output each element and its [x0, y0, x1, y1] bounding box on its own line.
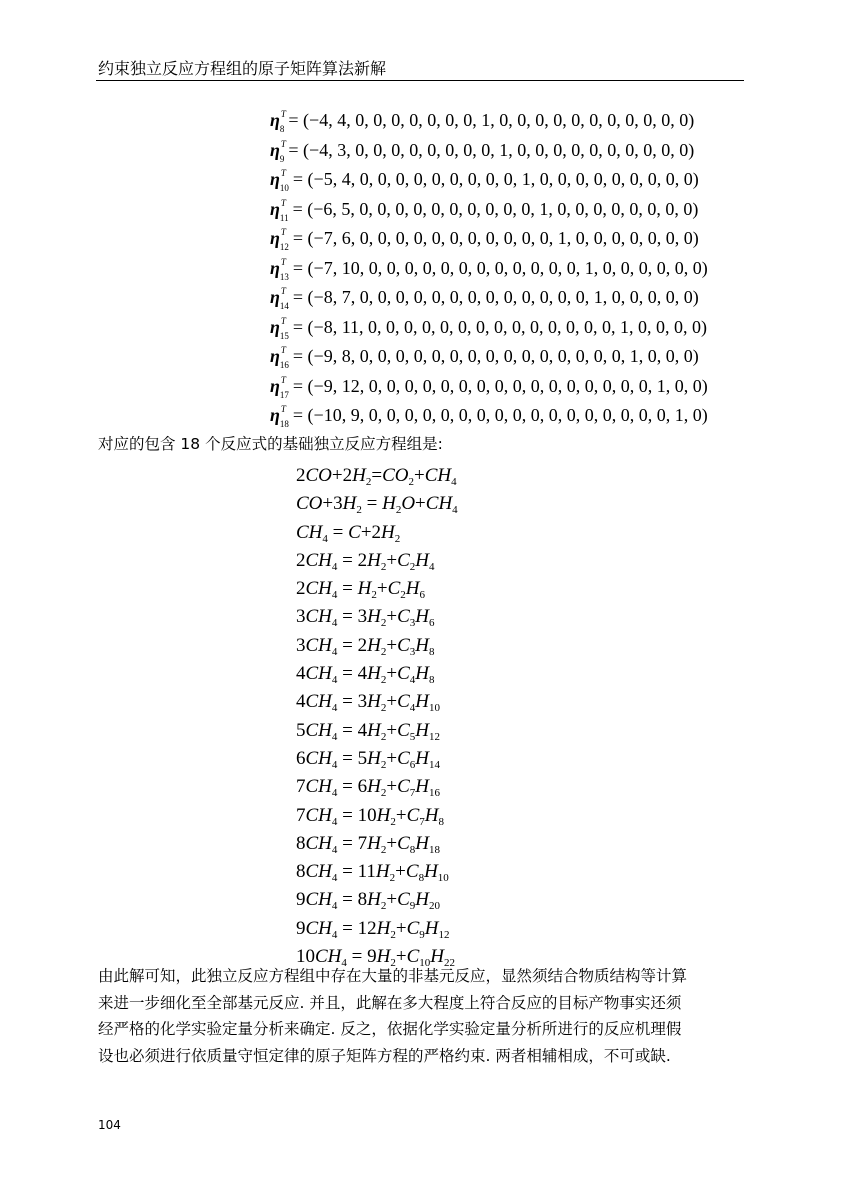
equation-subscript: 10: [429, 702, 440, 715]
reaction-equation: [296, 773, 458, 801]
equation-subscript: 2: [390, 957, 396, 970]
equation-term: H: [424, 861, 438, 883]
reaction-equation-list: [296, 462, 458, 971]
equation-subscript: 2: [394, 532, 401, 545]
eta-vector-values: = (−9, 12, 0, 0, 0, 0, 0, 0, 0, 0, 0, 0, 0, 0, 0, 0, 0, 0, 1, 0, 0): [292, 375, 708, 396]
equation-subscript: 4: [331, 589, 338, 602]
equation-term: = 11: [337, 861, 376, 883]
equation-term: 2: [296, 549, 306, 571]
equation-subscript: 2: [380, 674, 387, 687]
equation-subscript: 4: [331, 645, 338, 658]
equation-subscript: 2: [408, 476, 414, 488]
eta-vector-row: [270, 218, 708, 252]
body-paragraph: [98, 963, 748, 1069]
equation-subscript: 4: [331, 872, 338, 885]
eta-vector-values: = (−6, 5, 0, 0, 0, 0, 0, 0, 0, 0, 0, 0, 1, 0, 0, 0, 0, 0, 0, 0, 0): [292, 198, 699, 219]
eta-superscript: T: [280, 315, 286, 326]
equation-subscript: 3: [409, 617, 416, 630]
eta-subscript: 14: [279, 301, 289, 311]
equation-subscript: 2: [389, 872, 396, 885]
equation-term: C: [397, 776, 410, 798]
equation-term: = 2: [337, 549, 368, 571]
equation-term: 3: [296, 606, 306, 628]
equation-subscript: 10: [437, 872, 449, 885]
equation-term: CH: [315, 946, 342, 968]
eta-superscript: T: [280, 256, 286, 267]
page-number: 104: [98, 1118, 121, 1132]
equation-term: H: [424, 917, 439, 939]
equation-term: 4: [296, 663, 306, 685]
page-header-title: 约束独立反应方程组的原子矩阵算法新解: [98, 59, 387, 78]
equation-term: 8: [296, 832, 306, 854]
equation-term: H: [430, 946, 444, 968]
equation-term: =: [371, 465, 383, 486]
reaction-equation: [296, 915, 458, 943]
eta-symbol: η: [270, 375, 280, 396]
eta-vector-values: = (−4, 3, 0, 0, 0, 0, 0, 0, 0, 0, 1, 0, 0, 0, 0, 0, 0, 0, 0, 0, 0): [288, 139, 695, 160]
equation-term: C: [397, 691, 410, 713]
equation-subscript: 14: [429, 758, 440, 771]
equation-term: CH: [305, 861, 332, 883]
equation-term: C: [405, 861, 419, 883]
equation-term: +2: [360, 521, 382, 543]
equation-term: H: [415, 719, 429, 741]
equation-term: 7: [296, 804, 306, 826]
equation-term: 2: [296, 465, 306, 486]
eta-superscript: T: [280, 286, 286, 296]
equation-term: +: [395, 917, 407, 939]
equation-term: = 7: [337, 832, 368, 854]
equation-term: CH: [305, 606, 332, 628]
equation-subscript: 10: [419, 957, 431, 970]
equation-term: C: [397, 549, 410, 571]
equation-term: CH: [305, 917, 332, 939]
eta-subscript: 10: [279, 183, 289, 193]
eta-vector-row: [270, 336, 708, 370]
equation-term: H: [381, 521, 395, 543]
equation-term: H: [375, 861, 390, 883]
equation-subscript: 4: [429, 560, 435, 573]
equation-subscript: 2: [380, 900, 387, 913]
equation-term: = 2: [337, 634, 368, 656]
equation-term: +: [395, 861, 406, 883]
equation-term: CH: [296, 521, 323, 543]
equation-term: 2: [296, 578, 306, 600]
equation-subscript: 4: [331, 702, 338, 715]
eta-vector-values: = (−10, 9, 0, 0, 0, 0, 0, 0, 0, 0, 0, 0, 0, 0, 0, 0, 0, 0, 0, 1, 0): [292, 405, 708, 425]
equation-term: H: [415, 832, 429, 854]
equation-term: +3: [322, 493, 343, 515]
equation-subscript: 22: [444, 957, 455, 970]
equation-term: H: [415, 663, 429, 685]
equation-term: +: [376, 578, 388, 600]
equation-term: H: [357, 578, 372, 600]
equation-term: = 4: [337, 663, 368, 685]
eta-superscript: T: [280, 109, 286, 119]
equation-term: C: [387, 578, 401, 600]
equation-subscript: 4: [322, 532, 328, 545]
equation-term: 9: [296, 889, 306, 911]
equation-subscript: 4: [331, 900, 338, 913]
eta-vector-values: = (−7, 10, 0, 0, 0, 0, 0, 0, 0, 0, 0, 0, 0, 0, 1, 0, 0, 0, 0, 0, 0): [292, 257, 708, 278]
equation-subscript: 8: [438, 815, 444, 828]
equation-subscript: 2: [409, 560, 416, 573]
equation-subscript: 4: [331, 928, 338, 941]
equation-subscript: 4: [331, 787, 338, 800]
equation-term: C: [397, 663, 410, 685]
equation-subscript: 7: [419, 815, 425, 828]
equation-term: = 3: [337, 606, 368, 628]
reaction-equation: [296, 858, 458, 886]
reaction-equation: [296, 575, 458, 603]
reaction-equation: [296, 660, 458, 688]
eta-subscript: 17: [279, 389, 289, 400]
eta-vector-list: [270, 100, 708, 429]
reaction-equation: [296, 717, 458, 745]
equation-term: H: [367, 663, 381, 685]
equation-subscript: 2: [380, 787, 387, 800]
equation-term: C: [397, 747, 410, 769]
equation-term: H: [415, 606, 429, 628]
equation-term: = 9: [346, 946, 377, 968]
eta-superscript: T: [280, 138, 286, 149]
equation-term: +: [395, 946, 407, 968]
eta-subscript: 9: [279, 153, 285, 164]
equation-term: C: [397, 889, 410, 911]
body-line: 设也必须进行依质量守恒定律的原子矩阵方程的严格约束. 两者相辅相成，不可或缺.: [98, 1046, 671, 1065]
equation-subscript: 12: [429, 730, 440, 743]
equation-term: CH: [424, 465, 452, 486]
equation-term: +: [386, 832, 398, 854]
equation-subscript: 4: [452, 504, 458, 517]
equation-term: 10: [296, 946, 315, 968]
equation-subscript: 2: [380, 645, 387, 658]
equation-subscript: 2: [380, 758, 387, 771]
eta-symbol: η: [270, 257, 280, 278]
equation-term: 4: [296, 691, 306, 713]
reaction-equation: [296, 490, 458, 518]
equation-term: H: [352, 465, 366, 486]
equation-term: H: [415, 747, 429, 769]
equation-term: = 10: [337, 804, 377, 826]
equation-term: C: [406, 804, 420, 826]
equation-subscript: 18: [429, 843, 440, 856]
equation-term: CH: [305, 549, 332, 571]
equation-subscript: 2: [380, 843, 387, 856]
equation-term: CO: [296, 493, 323, 515]
eta-symbol: η: [270, 198, 280, 219]
equation-subscript: 2: [371, 589, 377, 602]
eta-vector-row: [270, 248, 708, 282]
equation-term: +: [386, 747, 398, 769]
equation-subscript: 8: [418, 872, 425, 885]
equation-term: H: [367, 719, 381, 741]
equation-term: H: [376, 804, 391, 826]
eta-vector-row: [270, 277, 708, 311]
equation-term: = 6: [337, 776, 368, 798]
eta-symbol: η: [270, 405, 280, 425]
equation-subscript: 9: [409, 900, 416, 913]
equation-term: CH: [305, 889, 332, 911]
equation-subscript: 2: [356, 504, 362, 517]
equation-term: CH: [305, 691, 332, 713]
equation-subscript: 7: [409, 787, 416, 800]
equation-term: H: [367, 549, 381, 571]
equation-term: =: [337, 578, 358, 600]
equation-term: H: [342, 493, 357, 515]
equation-term: C: [397, 606, 410, 628]
equation-term: +: [413, 465, 425, 486]
eta-subscript: 12: [279, 242, 289, 252]
equation-term: +: [395, 804, 407, 826]
equation-subscript: 6: [409, 758, 416, 771]
equation-subscript: 2: [390, 928, 396, 941]
equation-subscript: 4: [331, 758, 338, 771]
equation-term: H: [415, 634, 429, 656]
equation-subscript: 4: [331, 617, 338, 630]
reaction-equation: [296, 830, 458, 858]
equation-term: H: [415, 549, 429, 571]
body-line: 由此解可知，此独立反应方程组中存在大量的非基元反应，显然须结合物质结构等计算: [98, 967, 688, 985]
equation-term: = 8: [337, 889, 368, 911]
eta-vector-values: = (−9, 8, 0, 0, 0, 0, 0, 0, 0, 0, 0, 0, 0, 0, 0, 0, 0, 1, 0, 0, 0): [292, 346, 699, 366]
equation-subscript: 4: [451, 476, 457, 488]
equation-term: C: [406, 917, 420, 939]
equation-term: CH: [305, 663, 332, 685]
equation-term: 5: [296, 719, 306, 741]
eta-symbol: η: [270, 228, 280, 248]
equation-subscript: 3: [409, 645, 416, 658]
equation-term: +: [386, 663, 398, 685]
equation-term: +: [386, 776, 398, 798]
equation-term: +: [386, 634, 398, 656]
equation-term: C: [397, 634, 410, 656]
equation-term: CH: [305, 719, 332, 741]
equation-subscript: 2: [365, 476, 372, 488]
reaction-equation: [296, 745, 458, 773]
eta-subscript: 8: [279, 124, 285, 134]
reaction-equation: [296, 688, 458, 716]
eta-vector-row: [270, 100, 708, 134]
eta-vector-row: [270, 307, 708, 341]
equation-term: = 5: [337, 747, 368, 769]
reaction-equation: [296, 462, 458, 490]
reaction-equation: [296, 519, 458, 547]
eta-superscript: T: [280, 168, 286, 178]
equation-term: H: [382, 493, 396, 515]
equation-term: CO: [382, 465, 409, 486]
equation-term: H: [415, 691, 429, 713]
equation-term: +2: [331, 465, 353, 486]
equation-term: +: [415, 493, 426, 515]
eta-vector-values: = (−8, 7, 0, 0, 0, 0, 0, 0, 0, 0, 0, 0, 0, 0, 0, 1, 0, 0, 0, 0, 0): [292, 287, 699, 307]
equation-subscript: 8: [409, 843, 416, 856]
equation-subscript: 2: [380, 617, 387, 630]
equation-term: H: [376, 946, 391, 968]
reaction-equation: [296, 632, 458, 660]
equation-subscript: 5: [409, 730, 416, 743]
equation-term: CO: [305, 465, 332, 486]
equation-subscript: 2: [380, 730, 387, 743]
equation-term: 6: [296, 747, 306, 769]
equation-term: 3: [296, 634, 306, 656]
eta-vector-row: [270, 366, 708, 400]
header-rule: [96, 80, 744, 81]
equation-term: CH: [305, 747, 332, 769]
equation-term: +: [386, 889, 398, 911]
equation-term: CH: [425, 493, 453, 515]
intro-text: 对应的包含 18 个反应式的基础独立反应方程组是:: [98, 435, 443, 453]
equation-term: CH: [305, 776, 332, 798]
eta-superscript: T: [280, 374, 286, 385]
eta-vector-values: = (−7, 6, 0, 0, 0, 0, 0, 0, 0, 0, 0, 0, 0, 1, 0, 0, 0, 0, 0, 0, 0): [292, 228, 699, 248]
body-line: 来进一步细化至全部基元反应. 并且，此解在多大程度上符合反应的目标产物事实还须: [98, 993, 682, 1012]
equation-subscript: 4: [331, 815, 338, 828]
eta-subscript: 11: [279, 212, 289, 223]
eta-vector-row: [270, 159, 708, 193]
equation-subscript: 20: [429, 900, 440, 913]
equation-term: H: [405, 578, 420, 600]
eta-vector-row: [270, 395, 708, 429]
equation-subscript: 4: [331, 843, 338, 856]
equation-term: H: [415, 889, 429, 911]
equation-term: H: [367, 889, 381, 911]
equation-term: +: [386, 549, 398, 571]
equation-term: H: [424, 804, 439, 826]
equation-term: 8: [296, 861, 306, 883]
equation-subscript: 2: [390, 815, 396, 828]
equation-subscript: 2: [400, 589, 406, 602]
equation-term: H: [367, 606, 381, 628]
eta-vector-row: [270, 130, 708, 164]
equation-term: CH: [305, 634, 332, 656]
eta-symbol: η: [270, 287, 280, 307]
equation-term: = 3: [337, 691, 368, 713]
equation-subscript: 4: [341, 957, 347, 970]
equation-term: = 12: [337, 917, 377, 939]
eta-vector-values: = (−5, 4, 0, 0, 0, 0, 0, 0, 0, 0, 0, 1, 0, 0, 0, 0, 0, 0, 0, 0, 0): [292, 169, 699, 189]
equation-term: H: [367, 832, 381, 854]
eta-subscript: 15: [279, 330, 289, 341]
equation-term: H: [367, 776, 381, 798]
eta-symbol: η: [270, 139, 280, 160]
equation-subscript: 2: [380, 560, 387, 573]
equation-term: CH: [305, 578, 332, 600]
equation-term: C: [348, 521, 361, 543]
body-line: 经严格的化学实验定量分析来确定. 反之，依据化学实验定量分析所进行的反应机理假: [98, 1020, 682, 1038]
equation-term: H: [415, 776, 429, 798]
reaction-equation: [296, 802, 458, 830]
eta-superscript: T: [280, 227, 286, 237]
equation-subscript: 12: [438, 928, 450, 941]
eta-vector-row: [270, 189, 708, 223]
equation-subscript: 4: [409, 702, 416, 715]
eta-subscript: 16: [279, 360, 289, 370]
eta-superscript: T: [280, 345, 286, 355]
equation-subscript: 4: [331, 730, 338, 743]
reaction-equation: [296, 547, 458, 575]
eta-superscript: T: [280, 404, 286, 414]
reaction-equation: [296, 603, 458, 631]
equation-subscript: 4: [331, 560, 338, 573]
eta-symbol: η: [270, 346, 280, 366]
equation-subscript: 8: [429, 674, 435, 687]
equation-term: = 4: [337, 719, 368, 741]
equation-term: 7: [296, 776, 306, 798]
equation-subscript: 9: [419, 928, 425, 941]
equation-term: +: [386, 691, 398, 713]
equation-term: H: [376, 917, 391, 939]
eta-symbol: η: [270, 169, 280, 189]
eta-symbol: η: [270, 316, 280, 337]
eta-subscript: 13: [279, 271, 289, 282]
equation-term: H: [367, 691, 381, 713]
equation-subscript: 2: [395, 504, 402, 517]
equation-term: H: [367, 634, 381, 656]
eta-vector-values: = (−8, 11, 0, 0, 0, 0, 0, 0, 0, 0, 0, 0, 0, 0, 0, 0, 1, 0, 0, 0, 0): [292, 316, 708, 337]
equation-subscript: 2: [380, 702, 387, 715]
eta-subscript: 18: [279, 419, 289, 429]
equation-term: C: [397, 832, 410, 854]
equation-term: =: [361, 493, 383, 515]
equation-subscript: 8: [429, 645, 435, 658]
equation-subscript: 4: [409, 674, 416, 687]
eta-vector-values: = (−4, 4, 0, 0, 0, 0, 0, 0, 0, 1, 0, 0, 0, 0, 0, 0, 0, 0, 0, 0, 0): [288, 110, 695, 130]
equation-term: C: [406, 946, 420, 968]
equation-term: +: [386, 719, 398, 741]
equation-term: H: [367, 747, 381, 769]
equation-subscript: 4: [331, 674, 338, 687]
equation-term: 9: [296, 917, 306, 939]
equation-term: =: [327, 521, 349, 543]
equation-term: C: [397, 719, 410, 741]
eta-symbol: η: [270, 110, 280, 130]
equation-subscript: 16: [429, 787, 440, 800]
eta-superscript: T: [280, 197, 286, 208]
equation-term: O: [401, 493, 416, 515]
equation-subscript: 6: [429, 617, 435, 630]
equation-term: +: [386, 606, 398, 628]
equation-term: CH: [305, 804, 332, 826]
equation-subscript: 6: [419, 589, 425, 602]
reaction-equation: [296, 886, 458, 914]
equation-term: CH: [305, 832, 332, 854]
